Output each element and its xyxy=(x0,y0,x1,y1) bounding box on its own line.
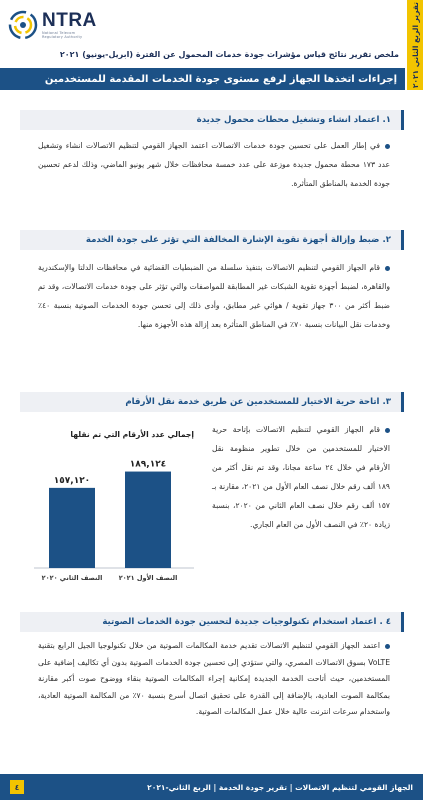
chart-category-label: النصف الثاني ٢٠٢٠ xyxy=(41,574,103,582)
bullet-icon xyxy=(385,644,390,649)
section-4-heading xyxy=(20,612,404,632)
section-1-body: في إطار العمل على تحسين جودة خدمات الاتصالات اعتمد الجهاز القومي لتنظيم الاتصالات انشاء وتشغيل عدد ١٧٣ محطة محمول جديدة موزعة على عدد خمسة محافظات خلال شهر يونيو الماضي، وذلك لدعم تحسين جودة الخدمة بالمناطق المتأثرة. xyxy=(38,141,390,188)
logo-subtitle: National Telecom Regulatory Authority xyxy=(42,31,83,39)
section-1-heading xyxy=(20,110,404,130)
chart-canvas xyxy=(20,442,200,592)
section-3-text xyxy=(212,420,390,534)
bullet-icon xyxy=(385,266,390,271)
section-3-heading xyxy=(20,392,404,412)
footer-text: الجهاز القومي لتنظيم الاتصالات | تقرير جودة الخدمة | الربع الثاني-٢٠٢١ xyxy=(147,782,413,792)
section-1-text xyxy=(38,136,390,193)
section-4-text xyxy=(38,638,390,721)
section-2-heading-text: ٢. ضبط وإزالة أجهزة تقوية الإشارة المخالفة التي تؤثر على جودة الخدمة xyxy=(85,235,391,245)
chart-value-label: ١٥٧,١٢٠ xyxy=(53,475,91,486)
ported-numbers-chart xyxy=(20,430,200,590)
section-2-heading xyxy=(20,230,404,250)
ntra-logo-icon xyxy=(8,10,38,40)
ntra-logo xyxy=(8,8,97,42)
page-banner xyxy=(0,68,405,90)
chart-category-label: النصف الأول ٢٠٢١ xyxy=(118,574,178,582)
section-3-body: قام الجهاز القومي لتنظيم الاتصالات بإتاحة حرية الاختيار للمستخدمين من خلال تطوير منظومة نقل الأرقام في خلال ٢٤ ساعة مجانا، وقد تم نقل أكثر من ١٨٩ ألف رقم خلال نصف العام الأول من ٢٠٢١، مقارنة بـ ١٥٧ ألف رقم خلال نصف العام الثاني من ٢٠٢٠، بنسبة زيادة ٢٠٪ في النصف الأول من العام الجاري. xyxy=(212,425,390,529)
document-title: ملخص تقرير نتائج قياس مؤشرات جودة خدمات المحمول عن الفترة (ابريل-يونيو) ٢٠٢١ xyxy=(59,50,399,59)
side-tab xyxy=(407,0,423,90)
chart-bar xyxy=(125,472,171,568)
section-2-text xyxy=(38,258,390,334)
section-1-heading-text: ١. اعتماد انشاء وتشغيل محطات محمول جديدة xyxy=(196,115,391,125)
banner-title: إجراءات اتخذها الجهاز لرفع مستوى جودة الخدمات المقدمة للمستخدمين xyxy=(44,73,397,85)
bullet-icon xyxy=(385,144,390,149)
section-3-heading-text: ٣. اتاحة حرية الاختيار للمستخدمين عن طريق خدمة نقل الأرقام xyxy=(125,397,391,407)
bullet-icon xyxy=(385,428,390,433)
section-4-body: اعتمد الجهاز القومي لتنظيم الاتصالات تقديم خدمة المكالمات الصوتية من خلال تكنولوجيا الجيل الرابع بتقنية VoLTE بسوق الاتصالات المصري، والتي ستؤدي إلى تحسين جودة الخدمات الصوتية بدون أي تكاليف إضافية على المستخدمين، حيث أتاحت الخدمة الجديدة إمكانية إجراء المكالمات الصوتية بنقاء ووضوح صوت أكبر مقارنة بمكالمة الصوت العادية، بالإضافة إلى القدرة على تحقيق اتصال أسرع بنسبة ٧٠٪ من المكالمة الصوتية العادية، واستخدام سرعات انترنت عالية خلال عمل المكالمات الصوتية. xyxy=(38,641,390,716)
chart-bar xyxy=(49,488,95,568)
page-number: ٤ xyxy=(10,780,24,794)
side-tab-label: تقرير الربع الثاني ٢٠٢١ xyxy=(410,1,420,89)
chart-title: إجمالي عدد الأرقام التي تم نقلها xyxy=(70,430,194,439)
logo-name: NTRA xyxy=(42,10,97,31)
page-footer xyxy=(0,774,423,800)
section-4-heading-text: ٤ . اعتماد استخدام تكنولوجيات جديدة لتحسين جودة الخدمات الصوتية xyxy=(102,617,391,627)
section-2-body: قام الجهاز القومي لتنظيم الاتصالات بتنفيذ سلسلة من الضبطيات القضائية في محافظات الدلتا والإسكندرية والقاهرة، لضبط أجهزة تقوية الشبكات غير المطابقة للمواصفات والتي تؤثر على جودة خدمات الاتصالات، وقد تم ضبط أكثر من ٣٠٠ جهاز تقوية / هوائي غير مطابق، وأدى ذلك إلى تحسن جودة الخدمات الصوتية بنسبة ٤٠٪ وخدمات نقل البيانات بنسبة ٧٠٪ في المناطق المتأثرة بعد إزالة هذه الأجهزة منها. xyxy=(38,263,390,329)
chart-value-label: ١٨٩,١٢٤ xyxy=(129,459,167,470)
